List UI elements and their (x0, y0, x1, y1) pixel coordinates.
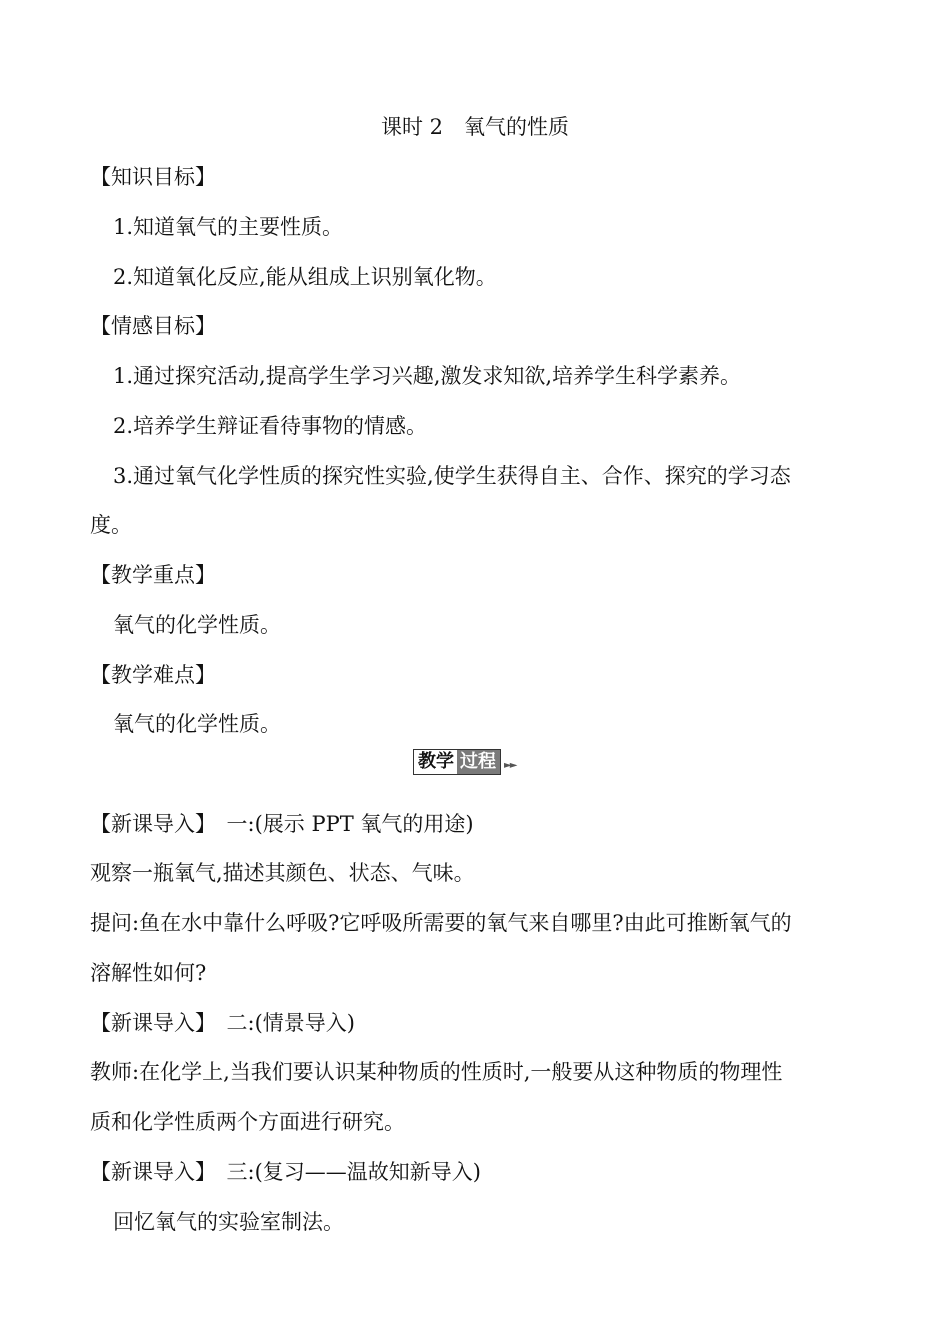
intro1-line: 溶解性如何? (90, 961, 207, 985)
difficult-point-text: 氧气的化学性质。 (113, 712, 281, 736)
key-point-heading: 【教学重点】 (90, 563, 216, 587)
banner-label-part1: 教学 (414, 750, 457, 774)
intro2-line: 教师:在化学上,当我们要认识某种物质的性质时,一般要从这种物质的物理性 (90, 1060, 783, 1084)
knowledge-goal-item: 1.知道氧气的主要性质。 (113, 215, 344, 239)
intro1-heading: 【新课导入】 一:(展示 PPT 氧气的用途) (90, 812, 474, 836)
double-arrow-icon: ►► (504, 759, 516, 771)
intro3-line: 回忆氧气的实验室制法。 (113, 1210, 344, 1234)
knowledge-goals-heading: 【知识目标】 (90, 165, 216, 189)
difficult-point-heading: 【教学难点】 (90, 663, 216, 687)
emotion-goal-item: 3.通过氧气化学性质的探究性实验,使学生获得自主、合作、探究的学习态 (113, 464, 791, 488)
teaching-process-banner (413, 749, 515, 775)
intro3-heading: 【新课导入】 三:(复习——温故知新导入) (90, 1160, 481, 1184)
emotion-goal-item: 2.培养学生辩证看待事物的情感。 (113, 414, 428, 438)
emotion-goal-item: 1.通过探究活动,提高学生学习兴趣,激发求知欲,培养学生科学素养。 (113, 364, 742, 388)
knowledge-goal-item: 2.知道氧化反应,能从组成上识别氧化物。 (113, 265, 497, 289)
intro2-line: 质和化学性质两个方面进行研究。 (90, 1110, 405, 1134)
intro2-heading: 【新课导入】 二:(情景导入) (90, 1011, 355, 1035)
emotion-goal-item-continuation: 度。 (90, 513, 132, 537)
key-point-text: 氧气的化学性质。 (113, 613, 281, 637)
intro1-line: 观察一瓶氧气,描述其颜色、状态、气味。 (90, 861, 475, 885)
lesson-title: 课时 2 氧气的性质 (380, 115, 570, 139)
emotion-goals-heading: 【情感目标】 (90, 314, 216, 338)
banner-label-part2: 过程 (457, 750, 500, 774)
intro1-line: 提问:鱼在水中靠什么呼吸?它呼吸所需要的氧气来自哪里?由此可推断氧气的 (90, 911, 792, 935)
